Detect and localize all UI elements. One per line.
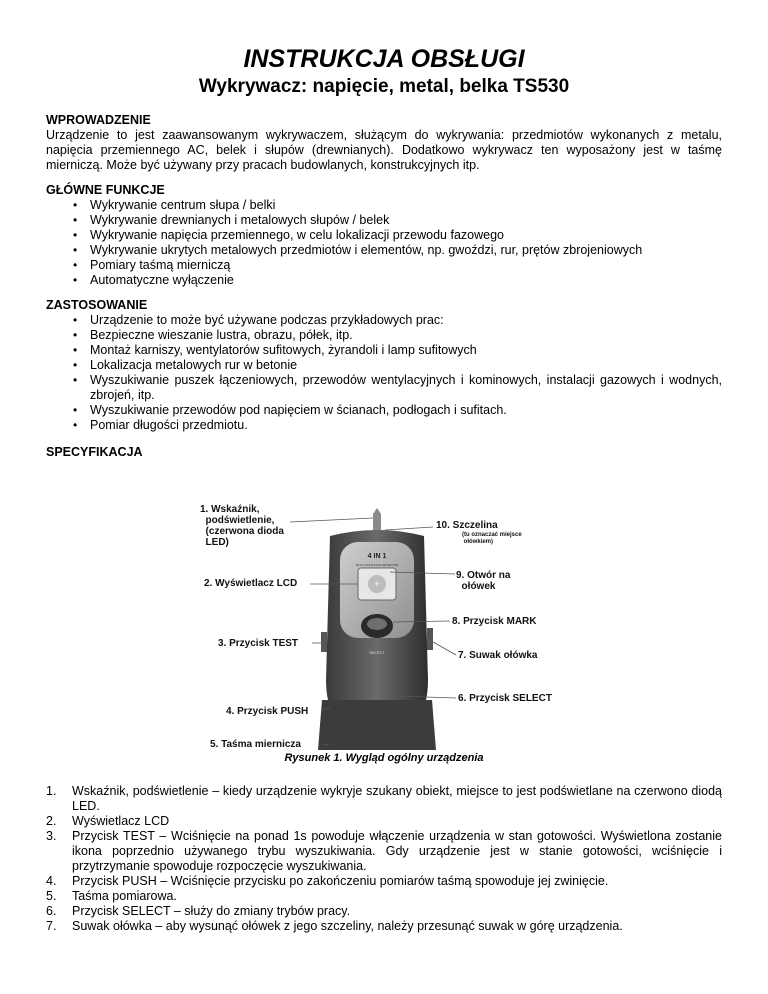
list-item: 6. Przycisk SELECT – służy do zmiany trybów pracy. — [46, 904, 351, 918]
list-item: • Automatyczne wyłączenie — [46, 273, 722, 288]
lcd-icon-glyph: + — [374, 579, 380, 589]
callout-4: 4. Przycisk PUSH — [226, 706, 309, 717]
list-item: • Montaż karniszy, wentylatorów sufitowych, żyrandoli i lamp sufitowych — [46, 343, 722, 358]
list-item: • Wykrywanie centrum słupa / belki — [46, 198, 722, 213]
document-title: INSTRUKCJA OBSŁUGI — [243, 45, 525, 73]
pencil-slider-shape — [427, 628, 433, 650]
list-item: • Pomiary taśmą mierniczą — [46, 258, 722, 273]
list-item: • Bezpieczne wieszanie lustra, obrazu, półek, itp. — [46, 328, 722, 343]
document-subtitle: Wykrywacz: napięcie, metal, belka TS530 — [198, 76, 570, 97]
usage-list — [46, 313, 722, 433]
list-item: • Wykrywanie ukrytych metalowych przedmiotów i elementów, np. gwoździ, rur, prętów zbrojeniowych — [46, 243, 722, 258]
document-page — [46, 44, 722, 460]
list-item: 4. Przycisk PUSH – Wciśnięcie przycisku po zakończeniu pomiarów taśmą spowoduje jej zwinięcie. — [46, 874, 609, 888]
device-grip — [318, 700, 436, 750]
callout-9: 9. Otwór na ołówek — [456, 570, 511, 592]
brand-sublabel: MULTI-FUNCTION DETECTOR — [355, 563, 399, 567]
intro-text: Urządzenie to jest zaawansowanym wykrywaczem, służącym do wykrywania: przedmiotów wykonanych z metalu, napięcia przemiennego AC, belek i słupów (drewnianych). Dodatkowo wykrywacz ten wyposażony jest w taśmę mierniczą. Może być używany przy pracach budowlanych, konstrukcyjnych itp. — [46, 128, 722, 172]
callout-6: 6. Przycisk SELECT — [458, 693, 552, 704]
callout-10-note: (tu oznaczać miejsce ołówkiem) — [462, 532, 522, 545]
list-item: • Urządzenie to może być używane podczas przykładowych prac: — [46, 313, 722, 328]
brand-label: 4 IN 1 — [367, 553, 387, 560]
callout-2: 2. Wyświetlacz LCD — [204, 578, 298, 589]
list-item: • Wykrywanie drewnianych i metalowych słupów / belek — [46, 213, 722, 228]
list-item: • Wyszukiwanie przewodów pod napięciem w ścianach, podłogach i sufitach. — [46, 403, 722, 418]
callout-8: 8. Przycisk MARK — [452, 616, 537, 627]
list-item: 3. Przycisk TEST – Wciśnięcie na ponad 1s powoduje włączenie urządzenia w stan gotowości. Wyświetlona zostanie ikona poprzednio używanego trybu wyszukiwania. Gdy urządzenie jest w stanie gotowości, wciśnięcie i przytrzymanie spowoduje rozpoczęcie wyszukiwania. — [46, 829, 722, 873]
components-section — [46, 784, 722, 934]
functions-heading: GŁÓWNE FUNKCJE — [46, 183, 165, 197]
callout-3: 3. Przycisk TEST — [218, 638, 299, 649]
list-item: 2. Wyświetlacz LCD — [46, 814, 170, 828]
select-label: SELECT — [369, 650, 385, 655]
list-item: • Lokalizacja metalowych rur w betonie — [46, 358, 722, 373]
test-button-shape — [321, 632, 327, 652]
list-item: 5. Taśma pomiarowa. — [46, 889, 177, 903]
list-item: 1. Wskaźnik, podświetlenie – kiedy urządzenie wykryje szukany obiekt, miejsce to jest podświetlane na czerwono diodą LED. — [46, 784, 722, 813]
list-item: • Wyszukiwanie puszek łączeniowych, przewodów wentylacyjnych i kominowych, instalacji gazowych i wodnych, zbrojeń, itp. — [46, 373, 722, 403]
callout-7: 7. Suwak ołówka — [458, 650, 538, 661]
spec-heading: SPECYFIKACJA — [46, 445, 143, 459]
callout-1: 1. Wskaźnik, podświetlenie, (czerwona dioda LED) — [200, 504, 284, 548]
intro-heading: WPROWADZENIE — [46, 113, 151, 127]
device-figure — [190, 500, 570, 750]
callout-10: 10. Szczelina — [436, 520, 498, 531]
list-item: 7. Suwak ołówka – aby wysunąć ołówek z jego szczeliny, należy przesunąć suwak w górę urządzenia. — [46, 919, 623, 933]
callout-5: 5. Taśma miernicza — [210, 739, 301, 750]
list-item: • Pomiar długości przedmiotu. — [46, 418, 722, 433]
usage-heading: ZASTOSOWANIE — [46, 298, 148, 312]
figure-caption: Rysunek 1. Wygląd ogólny urządzenia — [284, 752, 484, 764]
functions-list — [46, 198, 722, 288]
list-item: • Wykrywanie napięcia przemiennego, w celu lokalizacji przewodu fazowego — [46, 228, 722, 243]
components-list — [46, 784, 722, 934]
